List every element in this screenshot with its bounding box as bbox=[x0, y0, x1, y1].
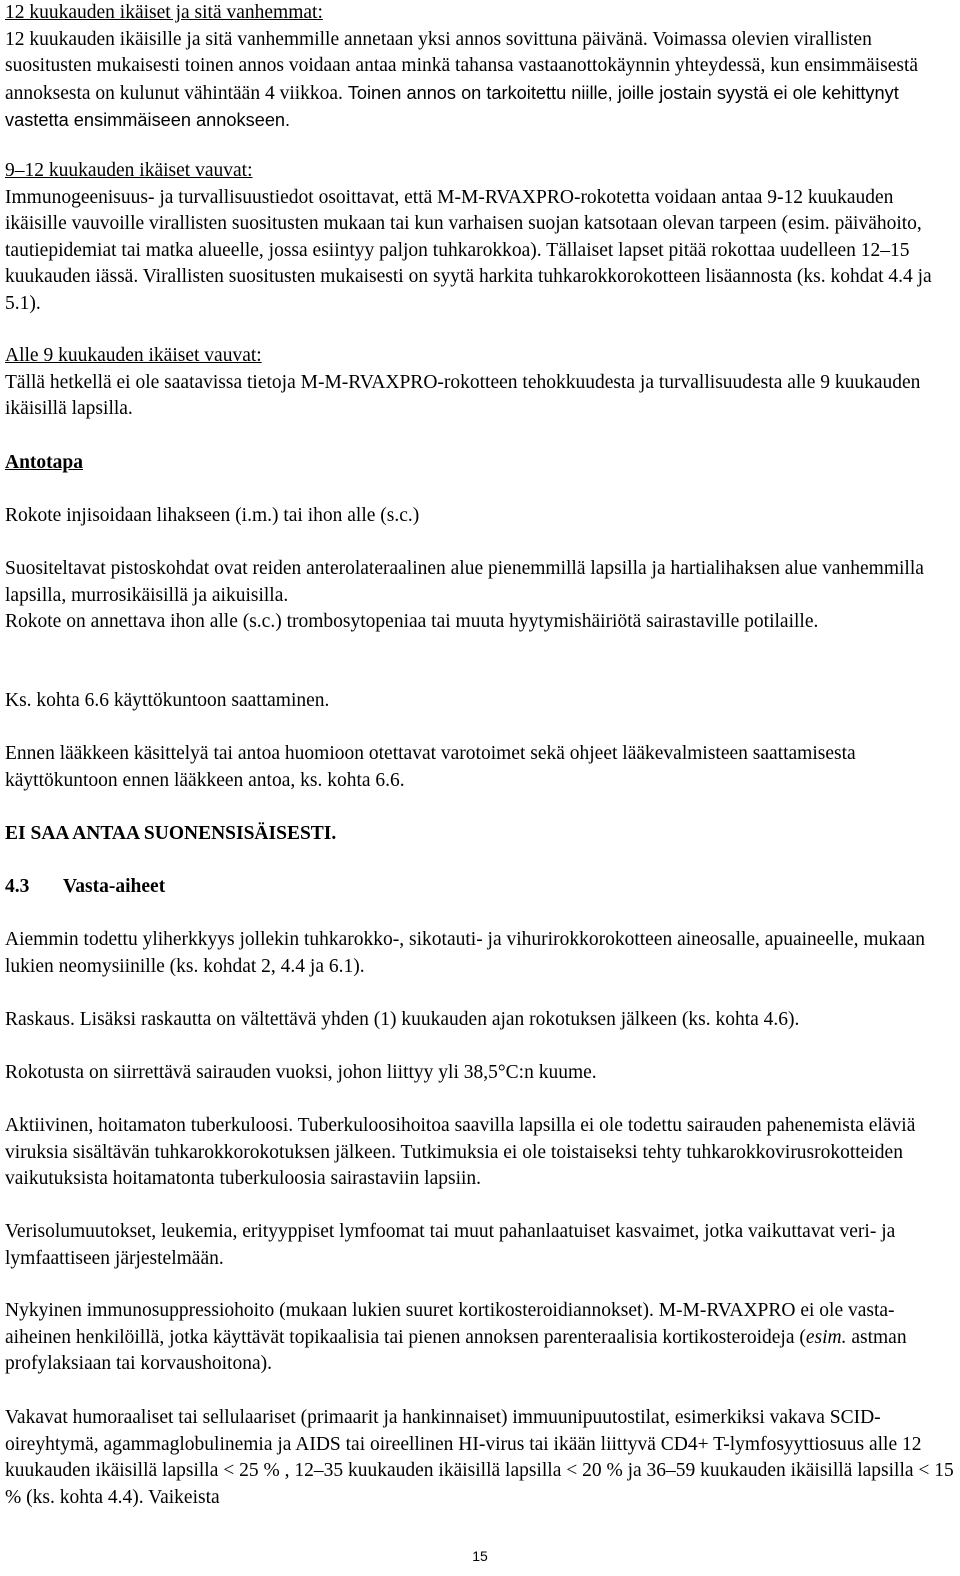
warning-text: EI SAA ANTAA SUONENSISÄISESTI. bbox=[5, 823, 337, 844]
section-title: Vasta-aiheet bbox=[63, 876, 166, 897]
paragraph: Raskaus. Lisäksi raskautta on vältettävä yhden (1) kuukauden ajan rokotuksen jälkeen (ks. kohta 4.6). bbox=[5, 1009, 800, 1030]
section-4-3-heading bbox=[5, 874, 955, 901]
paragraph: Nykyinen immunosuppressiohoito (mukaan lukien suuret kortikosteroidiannokset). M-M-RVAXPRO ei ole vasta-aiheinen henkilöillä, jotka käyttävät topikaalisia tai pienen annoksen parenteraalisia kortikosteroideja (esim. astman profylaksiaan tai korvaushoitona). bbox=[5, 1300, 907, 1374]
paragraph: Immunogeenisuus- ja turvallisuustiedot osoittavat, että M-M-RVAXPRO-rokotetta voidaan antaa 9-12 kuukauden ikäisille vauvoille virallisten suositusten mukaan tai kun varhaisen suojan katsotaan olevan tarpeen (esim. päivähoito, tautiepidemiat tai matka alueelle, jossa esiintyy paljon tuhkarokkoa). Tällaiset lapset pitää rokottaa uudelleen 12–15 kuukauden iässä. Virallisten suositusten mukaisesti on syytä harkita tuhkarokkorokotteen lisäannosta (ks. kohdat 4.4 ja 5.1). bbox=[5, 186, 932, 314]
paragraph: Tällä hetkellä ei ole saatavissa tietoja M-M-RVAXPRO-rokotteen tehokkuudesta ja turvallisuudesta alle 9 kuukauden ikäisillä lapsilla. bbox=[5, 371, 921, 419]
paragraph: Aktiivinen, hoitamaton tuberkuloosi. Tuberkuloosihoitoa saavilla lapsilla ei ole todettu sairauden pahenemista eläviä viruksia sisältävän tuhkarokkorokotuksen jälkeen. Tutkimuksia ei ole toistaiseksi tehty tuhkarokkovirusrokotteiden vaikutuksista hoitamatonta tuberkuloosia sairastaviin lapsiin. bbox=[5, 1115, 916, 1189]
page-number: 15 bbox=[472, 1548, 488, 1564]
paragraph: Rokotusta on siirrettävä sairauden vuoksi, johon liittyy yli 38,5°C:n kuume. bbox=[5, 1062, 597, 1083]
paragraph: Aiemmin todettu yliherkkyys jollekin tuhkarokko-, sikotauti- ja vihurirokkorokotteen aineosalle, apuaineelle, mukaan lukien neomysiinille (ks. kohdat 2, 4.4 ja 6.1). bbox=[5, 929, 926, 977]
section-number: 4.3 bbox=[5, 876, 30, 897]
paragraph: Suositeltavat pistoskohdat ovat reiden anterolateraalinen alue pienemmillä lapsilla ja hartialihaksen alue vanhemmilla lapsilla, murrosikäisillä ja aikuisilla. bbox=[5, 558, 924, 606]
section-under-9-months bbox=[5, 343, 955, 423]
paragraph: Ks. kohta 6.6 käyttökuntoon saattaminen. bbox=[5, 690, 330, 711]
paragraph: Rokote injisoidaan lihakseen (i.m.) tai ihon alle (s.c.) bbox=[5, 505, 420, 526]
section-9-12-months bbox=[5, 158, 955, 317]
paragraph: Vakavat humoraaliset tai sellulaariset (primaarit ja hankinnaiset) immuunipuutostilat, esimerkiksi vakava SCID-oireyhtymä, agammaglobulinemia ja AIDS tai oireellinen HI-virus tai ikään liittyvä CD4+ T-lymfosyyttiosuus alle 12 kuukauden ikäisillä lapsilla < 25 % , 12–35 kuukauden ikäisillä lapsilla < 20 % ja 36–59 kuukauden ikäisillä lapsilla < 15 % (ks. kohta 4.4). Vaikeista bbox=[5, 1407, 954, 1508]
paragraph: Rokote on annettava ihon alle (s.c.) trombosytopeniaa tai muuta hyytymishäiriötä sairastaville potilaille. bbox=[5, 611, 819, 632]
section-heading: Alle 9 kuukauden ikäiset vauvat: bbox=[5, 345, 262, 366]
section-heading: 9–12 kuukauden ikäiset vauvat: bbox=[5, 160, 253, 181]
paragraph: Ennen lääkkeen käsittelyä tai antoa huomioon otettavat varotoimet sekä ohjeet lääkevalmisteen saattamisesta käyttökuntoon ennen lääkkeen antoa, ks. kohta 6.6. bbox=[5, 743, 856, 791]
paragraph: 12 kuukauden ikäisille ja sitä vanhemmille annetaan yksi annos sovittuna päivänä. Voimassa olevien virallisten suositusten mukaisesti toinen annos voidaan antaa minkä tahansa vastaanottokäynnin yhteydessä, kun ensimmäisestä annoksesta on kulunut vähintään 4 viikkoa. Toinen annos on tarkoitettu niille, joille jostain syystä ei ole kehittynyt vastetta ensimmäiseen annokseen. bbox=[5, 28, 919, 130]
paragraph: Verisolumuutokset, leukemia, erityyppiset lymfoomat tai muut pahanlaatuiset kasvaimet, jotka vaikuttavat veri- ja lymfaattiseen järjestelmään. bbox=[5, 1221, 896, 1269]
section-heading: 12 kuukauden ikäiset ja sitä vanhemmat: bbox=[5, 2, 323, 23]
section-12-months bbox=[5, 0, 955, 135]
antotapa-heading: Antotapa bbox=[5, 452, 84, 473]
